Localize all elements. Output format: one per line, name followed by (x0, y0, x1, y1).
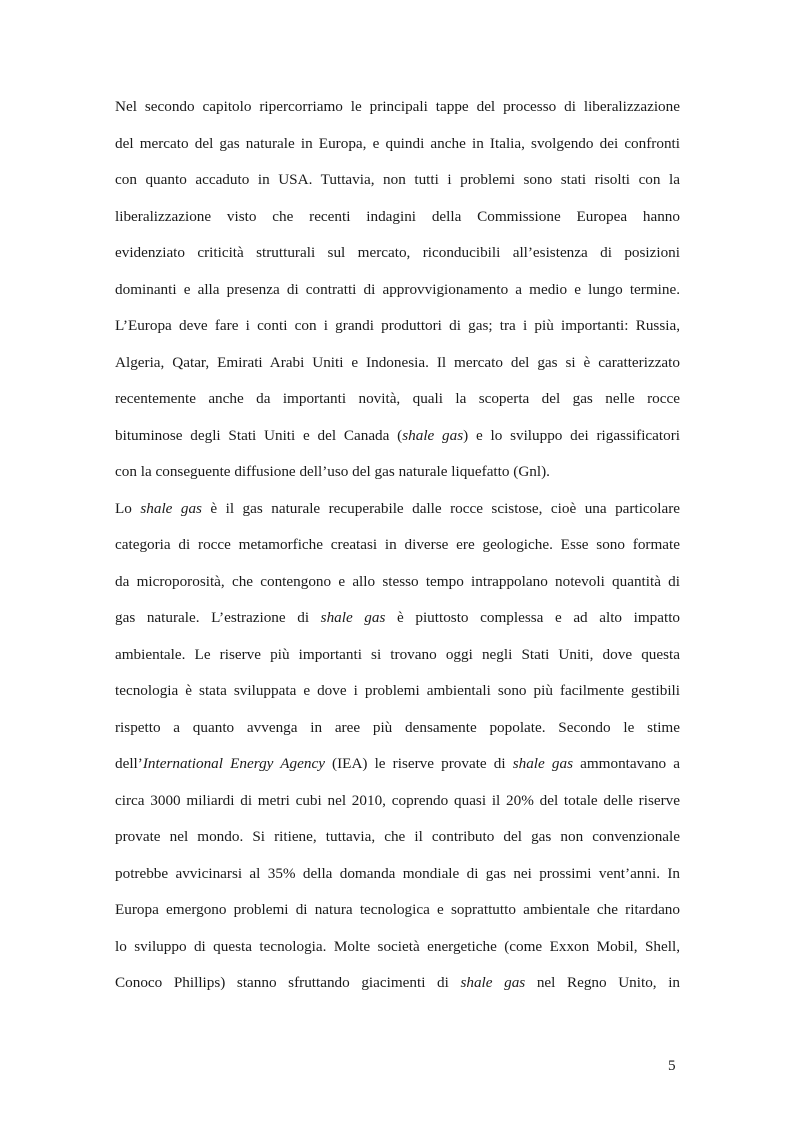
text-line (115, 89, 680, 126)
text-line (115, 199, 680, 236)
text-segment: bituminose degli Stati Uniti e del Canada ( (115, 426, 403, 444)
text-segment: (IEA) le riserve provate di (324, 755, 513, 772)
paragraph-container (115, 89, 680, 1002)
text-segment: potrebbe avvicinarsi al 35% della domanda mondiale di gas nei prossimi vent’anni. In (115, 864, 680, 882)
text-line (115, 345, 680, 382)
text-segment: L’Europa deve fare i conti con i grandi produttori di gas; tra i più importanti: Russia, (115, 317, 680, 334)
text-segment: è piuttosto complessa e ad alto impatto (385, 609, 681, 626)
italic-term: shale gas (320, 609, 386, 626)
text-line (115, 819, 680, 856)
text-line (115, 564, 680, 601)
text-line (115, 929, 680, 966)
text-segment: gas naturale. L’estrazione di (115, 609, 321, 626)
text-line (115, 892, 680, 929)
text-segment: categoria di rocce metamorfiche creatasi in diverse ere geologiche. Esse sono formate (115, 536, 680, 553)
text-line (115, 162, 680, 199)
text-segment: è il gas naturale recuperabile dalle rocce scistose, cioè una particolare (201, 499, 681, 517)
italic-term: shale gas (402, 426, 464, 444)
text-line (115, 126, 680, 163)
text-segment: ) e lo sviluppo dei rigassificatori (463, 426, 680, 444)
text-segment: lo sviluppo di questa tecnologia. Molte società energetiche (come Exxon Mobil, Shell, (115, 937, 680, 955)
text-line (115, 783, 680, 820)
text-line (115, 308, 680, 345)
page-number: 5 (668, 1057, 676, 1074)
text-line (115, 856, 680, 893)
text-segment: provate nel mondo. Si ritiene, tuttavia, che il contributo del gas non convenzionale (115, 828, 680, 845)
text-line (115, 454, 680, 491)
text-line (115, 710, 680, 747)
text-line (115, 381, 680, 418)
text-line (115, 673, 680, 710)
text-line (115, 965, 680, 1002)
text-segment: ambientale. Le riserve più importanti si trovano oggi negli Stati Uniti, dove questa (115, 645, 680, 663)
text-segment: ammontavano a (572, 755, 680, 772)
text-segment: circa 3000 miliardi di metri cubi nel 2010, coprendo quasi il 20% del totale delle riserve (115, 791, 680, 809)
italic-term: shale gas (512, 755, 573, 772)
text-segment: Europa emergono problemi di natura tecnologica e soprattutto ambientale che ritardano (115, 901, 680, 918)
italic-term: shale gas (460, 974, 526, 991)
text-line (115, 527, 680, 564)
paragraph (115, 89, 680, 491)
text-segment: liberalizzazione visto che recenti indagini della Commissione Europea hanno (115, 207, 680, 225)
text-line (115, 600, 680, 637)
text-segment: Conoco Phillips) stanno sfruttando giacimenti di (115, 974, 461, 991)
italic-term: shale gas (140, 499, 202, 517)
text-segment: dell’ (115, 755, 143, 772)
text-segment: dominanti e alla presenza di contratti di approvvigionamento a medio e lungo termine. (115, 280, 680, 298)
text-segment: rispetto a quanto avvenga in aree più densamente popolate. Secondo le stime (115, 718, 680, 736)
text-segment: nel Regno Unito, in (525, 974, 681, 991)
text-segment: recentemente anche da importanti novità, quali la scoperta del gas nelle rocce (115, 390, 680, 407)
text-segment: Algeria, Qatar, Emirati Arabi Uniti e Indonesia. Il mercato del gas si è caratterizzato (115, 353, 680, 371)
text-line (115, 418, 680, 455)
text-line (115, 491, 680, 528)
text-line (115, 746, 680, 783)
text-segment: da microporosità, che contengono e allo stesso tempo intrappolano notevoli quantità di (115, 572, 680, 590)
italic-term: International Energy Agency (142, 755, 325, 772)
paragraph (115, 491, 680, 1002)
text-segment: tecnologia è stata sviluppata e dove i problemi ambientali sono più facilmente gestibili (115, 682, 680, 699)
document-body (115, 89, 680, 1002)
text-segment: con la conseguente diffusione dell’uso del gas naturale liquefatto (Gnl). (115, 463, 550, 480)
text-segment: con quanto accaduto in USA. Tuttavia, non tutti i problemi sono stati risolti con la (115, 171, 680, 188)
text-segment: Lo (115, 499, 141, 517)
text-segment: evidenziato criticità strutturali sul mercato, riconducibili all’esistenza di posizioni (115, 244, 680, 261)
text-line (115, 235, 680, 272)
text-segment: Nel secondo capitolo ripercorriamo le principali tappe del processo di liberalizzazione (115, 98, 680, 115)
text-line (115, 637, 680, 674)
text-segment: del mercato del gas naturale in Europa, e quindi anche in Italia, svolgendo dei confronti (115, 134, 680, 152)
text-line (115, 272, 680, 309)
